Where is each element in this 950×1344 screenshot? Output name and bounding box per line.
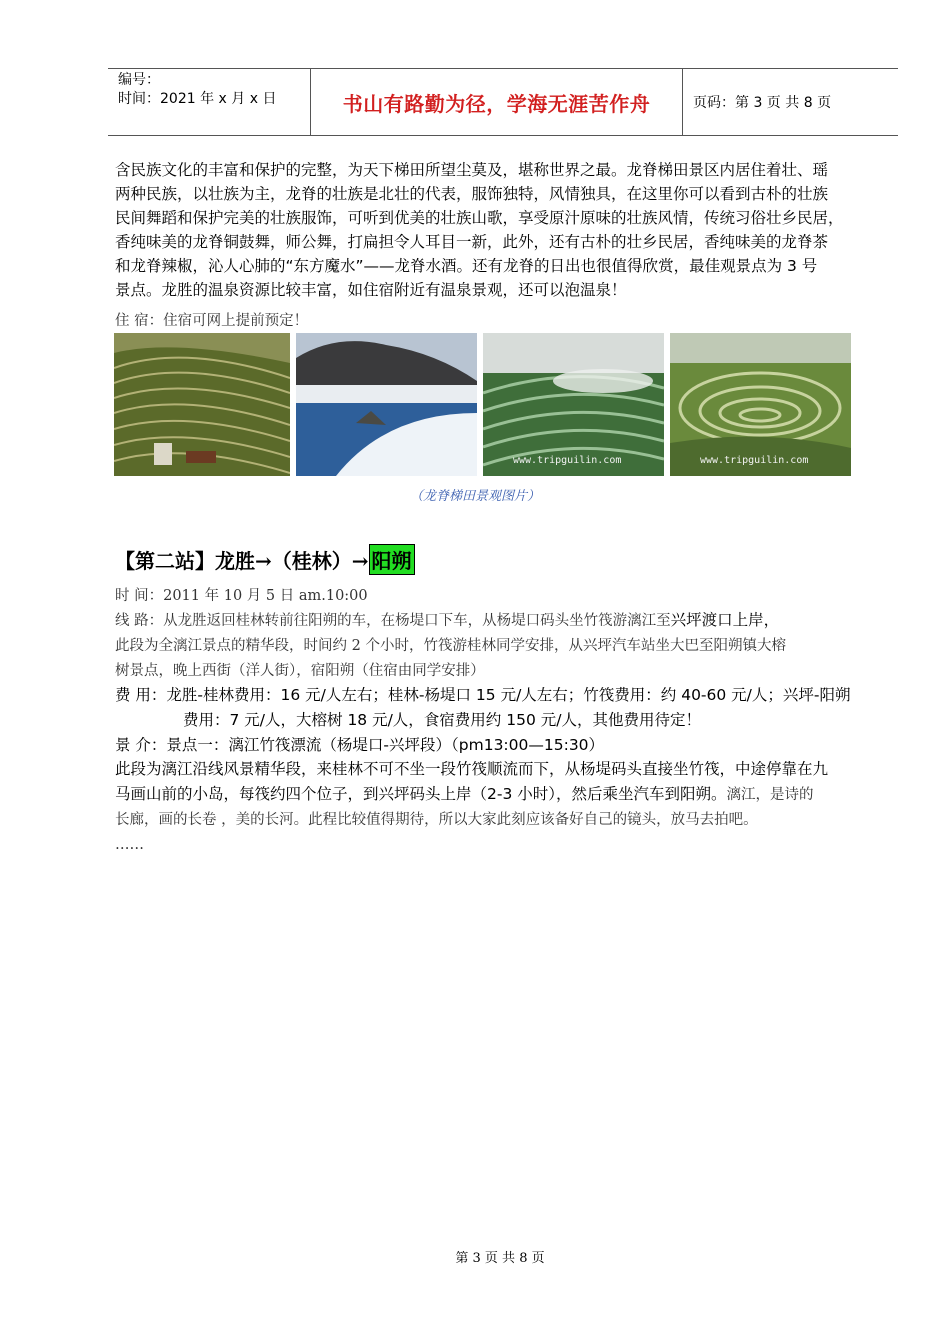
watermark: www.tripguilin.com	[513, 455, 622, 466]
terrace-photo-3	[483, 333, 664, 476]
intro-line: 民间舞蹈和保护完美的壮族服饰，可听到优美的壮族山歌，享受原汁原味的壮族风情，传统习俗壮乡民居，	[115, 209, 844, 227]
date-label: 时间：2021 年 x 月 x 日	[118, 91, 277, 107]
route-line	[115, 608, 905, 634]
ellipsis: ……	[115, 837, 144, 853]
station-heading-highlight: 阳朔	[369, 544, 415, 575]
terrace-photo-4	[670, 333, 851, 476]
header-info-cell	[108, 69, 310, 135]
time-line: 时 间：2011 年 10 月 5 日 am.10:00	[115, 588, 368, 604]
page-number-label: 页码：第 3 页 共 8 页	[693, 95, 832, 111]
intro-line: 两种民族，以壮族为主，龙脊的壮族是北壮的代表，服饰独特，风情独具，在这里你可以看到古朴的壮族	[115, 185, 829, 203]
description-paragraph	[115, 757, 905, 858]
cost-line: 费用：7 元/人，大榕树 18 元/人，食宿费用约 150 元/人，其他费用待定！	[183, 711, 701, 729]
intro-line: 香纯味美的龙脊铜鼓舞，师公舞，打扁担令人耳目一新，此外，还有古朴的壮乡民居，香纯味美的龙脊茶	[115, 233, 829, 251]
snow-mountain-photo	[296, 333, 477, 476]
route-line-text: 线 路：从龙胜返回桂林转前往阳朔的车，在杨堤口下车，从杨堤口码头坐竹筏游漓江至	[115, 613, 671, 629]
description-line-serif: 长廊，画的长卷 ，美的长河。此程比较值得期待，所以大家此刻应该备好自己的镜头，放马去拍吧。	[115, 812, 758, 828]
intro-line: 含民族文化的丰富和保护的完整，为天下梯田所望尘莫及，堪称世界之最。龙脊梯田景区内居住着壮、瑶	[115, 161, 829, 179]
intro-line: 景点。龙胜的温泉资源比较丰富，如住宿附近有温泉景观，还可以泡温泉！	[115, 281, 627, 299]
route-line-emph: 兴坪渡口上岸，	[670, 611, 780, 629]
description-line	[115, 782, 905, 808]
photo-caption: （龙脊梯田景观图片）	[409, 489, 540, 504]
motto: 书山有路勤为径，学海无涯苦作舟	[310, 69, 683, 135]
intro-title-line: 景 介：景点一：漓江竹筏漂流（杨堤口-兴坪段）（pm13:00—15:30）	[115, 736, 605, 754]
description-line: 此段为漓江沿线风景精华段，来桂林不可不坐一段竹筏顺流而下，从杨堤码头直接坐竹筏，中途停靠在九	[115, 760, 829, 778]
page-footer: 第 3 页 共 8 页	[455, 1251, 545, 1266]
accommodation-line: 住 宿：住宿可网上提前预定！	[115, 313, 309, 329]
description-line-tail: 漓江，是诗的	[726, 787, 814, 803]
description-line-text: 马画山前的小岛，每筏约四个位子，到兴坪码头上岸（2-3 小时），然后乘坐汽车到阳朔。	[115, 785, 727, 803]
page-header	[108, 68, 898, 136]
route-line: 树景点，晚上西街（洋人街），宿阳朔（住宿由同学安排）	[115, 663, 485, 679]
route-line: 此段为全漓江景点的精华段，时间约 2 个小时，竹筏游桂林同学安排，从兴坪汽车站坐大巴至阳朔镇大榕	[115, 638, 786, 654]
intro-line: 和龙脊辣椒，沁人心肺的“东方魔水”——龙脊水酒。还有龙脊的日出也很值得欣赏，最佳观景点为 3 号	[115, 257, 818, 275]
cost-paragraph	[115, 683, 905, 733]
cost-line: 费 用：龙胜-桂林费用：16 元/人左右；桂林-杨堤口 15 元/人左右；竹筏费用：约 40-60 元/人；兴坪-阳朔	[115, 686, 851, 704]
code-label: 编号：	[118, 72, 160, 88]
intro-paragraph	[115, 158, 905, 302]
watermark: www.tripguilin.com	[700, 455, 809, 466]
station-heading-prefix: 【第二站】龙胜→（桂林）→	[115, 548, 369, 573]
route-paragraph	[115, 608, 905, 684]
station-heading	[115, 544, 415, 574]
terrace-photo-1	[114, 333, 290, 476]
